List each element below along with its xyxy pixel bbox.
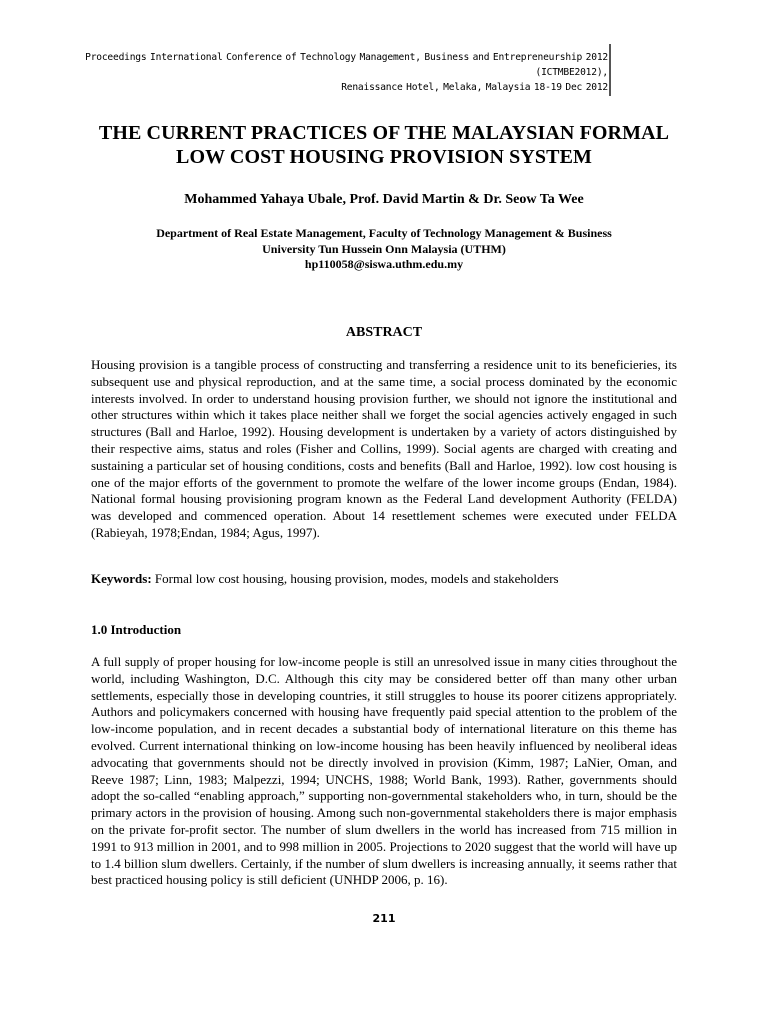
header-line-1: Proceedings International Conference of Technology Management, Business and Entrepreneurship 2012 [85, 52, 608, 63]
abstract-heading: ABSTRACT [345, 325, 423, 340]
author-email: hp110058@siswa.uthm.edu.my [304, 257, 464, 272]
header-line-2: (ICTMBE2012), [535, 67, 608, 78]
title-line-1: THE CURRENT PRACTICES OF THE MALAYSIAN FORMAL [98, 122, 670, 144]
keywords-label: Keywords: [91, 571, 152, 586]
author-list: Mohammed Yahaya Ubale, Prof. David Martin & Dr. Seow Ta Wee [184, 192, 584, 207]
page-number: 211 [372, 912, 396, 925]
header-line-3: Renaissance Hotel, Melaka, Malaysia 18-19 Dec 2012 [341, 82, 608, 93]
introduction-paragraph: A full supply of proper housing for low-income people is still an unresolved issue in many cities throughout the world, including Washington, D.C. Although this city may be considered better off than many other urban settlements, especially those in developing countries, it still struggles to house its poorer citizens appropriately. Authors and policymakers concerned with housing have frequently paid special attention to the problem of the low-income population, and in recent decades a substantial body of international literature on this theme has evolved. Current international thinking on low-income housing has been heavily influenced by neoliberal ideas advocating that governments should not be directly involved in provision (Kimm, 1987; LaNier, Oman, and Reeve 1987; Linn, 1983; Malpezzi, 1994; UNCHS, 1988; World Bank, 1993). Rather, governments should adopt the so-called “enabling approach,” supporting non-governmental stakeholders who, in turn, should be the primary actors in the provision of housing. Among such non-governmental stakeholders there is major emphasis on the private for-profit sector. The number of slum dwellers in the world has increased from 715 million in 1991 to 913 million in 2001, and to 998 million in 2005. Projections to 2020 suggest that the world will have up to 1.4 billion slum dwellers. Certainly, if the number of slum dwellers is increasing annually, it seems rather that best practiced housing policy is still deficient (UNHDP 2006, p. 16). [91, 654, 677, 888]
header-vertical-rule [609, 44, 611, 96]
keywords-text: Formal low cost housing, housing provision, modes, models and stakeholders [151, 571, 559, 586]
affiliation-university: University Tun Hussein Onn Malaysia (UTHM) [262, 241, 506, 256]
affiliation [0, 226, 768, 273]
keywords-line [91, 571, 677, 588]
paper-title [0, 121, 768, 169]
introduction-heading: 1.0 Introduction [91, 622, 182, 637]
conference-header [85, 50, 608, 95]
abstract-paragraph: Housing provision is a tangible process of constructing and transferring a residence unit to its beneficieries, its subsequent use and physical reproduction, and at the same time, a social process dominated by the economic interests involved. In order to understand housing provision further, we should not ignore the institutional and other structures within which it takes place neither shall we forget the social agencies actively engaged in such structures (Ball and Harloe, 1992). Housing development is undertaken by a variety of actors distinguished by their respective aims, status and roles (Fisher and Collins, 1999). Social agents are charged with creating and sustaining a particular set of housing conditions, costs and benefits (Ball and Harloe, 1992). low cost housing is one of the major efforts of the government to promote the welfare of the lower income groups (Endan, 1984). National formal housing provisioning program known as the Federal Land development Authority (FELDA) was developed and commenced operation. About 14 resettlement schemes were executed under FELDA (Rabieyah, 1978;Endan, 1984; Agus, 1997). [91, 357, 677, 540]
affiliation-department: Department of Real Estate Management, Faculty of Technology Management & Business [156, 226, 612, 240]
title-line-2: LOW COST HOUSING PROVISION SYSTEM [176, 146, 592, 168]
